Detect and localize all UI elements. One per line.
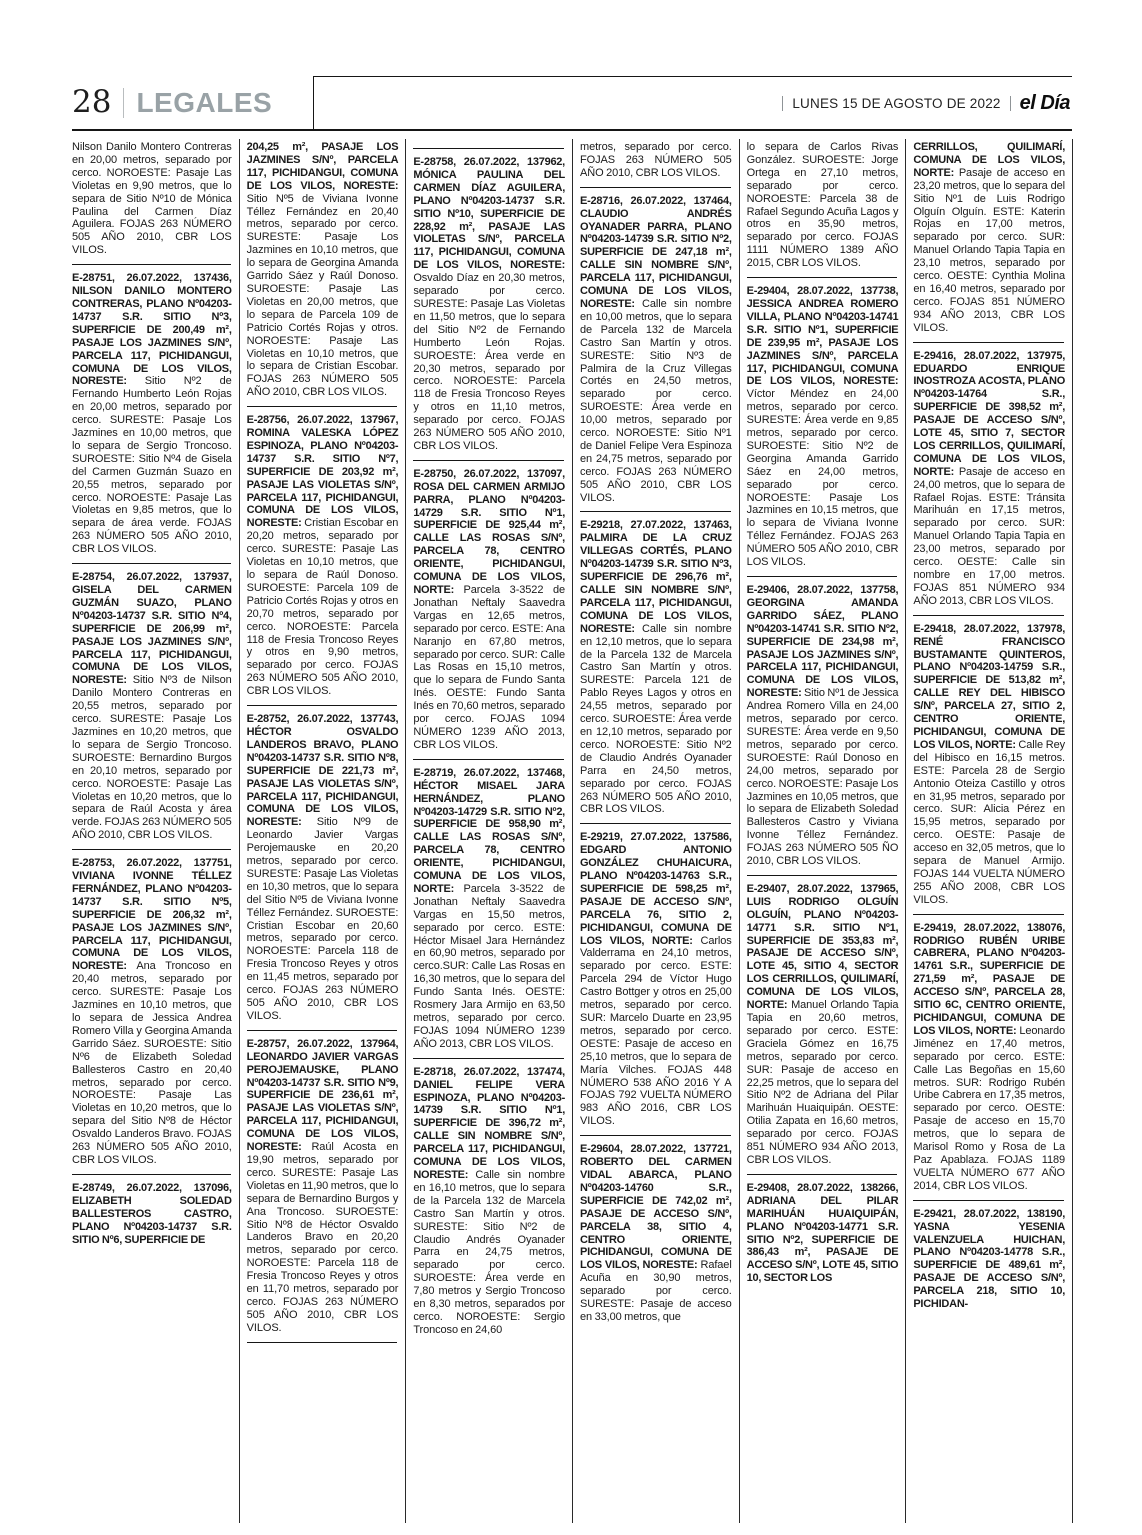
page-number: 28 bbox=[72, 84, 112, 120]
notice-E-29418 bbox=[913, 623, 1065, 907]
notice-E-28750 bbox=[413, 468, 565, 752]
entry-separator bbox=[580, 823, 731, 824]
notice-body: Sitio Nº1 de Jessica Andrea Romero Villa en 24,00 metros, separado por cerco. SURESTE: Área verde en 9,50 metros, separado por cerco. SUROESTE: Raúl Donoso en 24,00 metros, separado por cerco. NOROESTE: Pasaje Los Jazmines en 10,05 metros, que lo separa de Elizabeth Soledad Ballesteros Castro y Viviana Ivonne Téllez Fernández. FOJAS 263 NÚMERO 505 ÑO 2010, CBR LOS VILOS. bbox=[746, 687, 899, 868]
notice-E-28752 bbox=[247, 713, 399, 1023]
notice-heading: E-28752, 26.07.2022, 137743, HÉCTOR OSVALDO LANDEROS BRAVO, PLANO Nº04203-14737 S.R. SITIO Nº8, SUPERFICIE DE 221,73 m², PASAJE LAS VIOLETAS S/Nº, PARCELA 117, PICHIDANGUI, COMUNA DE LOS VILOS, NORESTE: bbox=[246, 713, 399, 829]
notice-E-28754 bbox=[72, 571, 232, 842]
notice-E-28718 bbox=[413, 1066, 565, 1337]
entry-separator bbox=[580, 511, 731, 512]
notice-fragment bbox=[72, 141, 232, 257]
notice-E-29604 bbox=[580, 1143, 732, 1324]
notice-body: Parcela 3-3522 de Jonathan Neftaly Saavedra Vargas en 12,65 metros, separado por cerco. ESTE: Ana Naranjo en 67,80 metros, separado por cerco. SUR: Calle Las Rosas en 15,10 metros, que lo separa de Fundo Santa Inés. OESTE: Fundo Santa Inés en 70,60 metros, separado por cerco. FOJAS 1094 NÚMERO 1239 AÑO 2013, CBR LOS VILOS. bbox=[413, 584, 565, 751]
notice-heading: E-29406, 28.07.2022, 137758, GEORGINA AMANDA GARRIDO SÁEZ, PLANO Nº04203-14741 S.R. SITIO Nº2, SUPERFICIE DE 234,98 m², PASAJE LOS JAZMINES S/Nº, PARCELA 117, PICHIDANGUI, COMUNA DE LOS VILOS, NORESTE: bbox=[746, 584, 899, 700]
notice-heading: E-29419, 28.07.2022, 138076, RODRIGO RUBÉN URIBE CABRERA, PLANO Nº04203-14761 S.R., SUPERFICIE DE 271,59 m², PASAJE DE ACCESO S/Nº, PARCELA 28, SITIO 6C, CENTRO ORIENTE, PICHIDANGUI, COMUNA DE LOS VILOS, NORTE: bbox=[913, 921, 1066, 1037]
notice-heading: E-28750, 26.07.2022, 137097, ROSA DEL CARMEN ARMIJO PARRA, PLANO Nº04203-14729 S.R. SITIO Nº1, SUPERFICIE DE 925,44 m², CALLE LAS ROSAS S/Nº, PARCELA 78, CENTRO ORIENTE, PICHIDANGUI, COMUNA DE LOS VILOS, NORTE: bbox=[413, 467, 565, 596]
notice-body: Rafael Acuña en 30,90 metros, separado por cerco. SURESTE: Pasaje de acceso en 33,00 metros, que bbox=[580, 1259, 732, 1323]
column-1 bbox=[72, 139, 239, 1523]
notice-E-28751 bbox=[72, 272, 232, 556]
notice-fragment bbox=[747, 141, 899, 270]
notice-body: Sitio Nº9 de Leonardo Javier Vargas Perojemauske en 20,20 metros, separado por cerco. SURESTE: Pasaje Las Violetas en 10,30 metros, que lo separa del Sitio Nº5 de Viviana Ivonne Téllez Fernández. SUROESTE: Cristian Escobar en 20,60 metros, separado por cerco. NOROESTE: Parcela 118 de Fresia Troncoso Reyes y otros en 11,45 metros, separado por cerco. FOJAS 263 NÚMERO 505 AÑO 2010, CBR LOS VILOS. bbox=[246, 816, 399, 1022]
column-5 bbox=[739, 139, 906, 1523]
notice-body: Manuel Orlando Tapia Tapia en 20,60 metros, separado por cerco. ESTE: Graciela Gómez en 16,75 metros, separado por cerco. SUR: Pasaje de acceso en 22,25 metros, que lo separa del Sitio Nº2 de Adriana del Pilar Marihuán Huaiquipán. OESTE: Otilia Zapata en 16,60 metros, separado por cerco. FOJAS 851 NÚMERO 934 AÑO 2013, CBR LOS VILOS. bbox=[746, 999, 899, 1166]
column-6 bbox=[905, 139, 1072, 1523]
notice-E-28719 bbox=[413, 767, 565, 1051]
notice-body: Leonardo Jiménez en 17,40 metros, separado por cerco. ESTE: Calle Las Begoñas en 15,60 metros. SUR: Rodrigo Rubén Uribe Cabrera en 17,35 metros, separado por cerco. OESTE: Pasaje de acceso en 15,70 metros, que lo separa de Marisol Romo y Rosa de La Paz Apablaza. FOJAS 1189 VUELTA NÚMERO 677 AÑO 2014, CBR LOS VILOS. bbox=[913, 1024, 1066, 1192]
notice-heading: E-28754, 26.07.2022, 137937, GISELA DEL CARMEN GUZMÁN SUAZO, PLANO Nº04203-14737 S.R. SITIO Nº4, SUPERFICIE DE 206,99 m², PASAJE LOS JAZMINES S/Nº, PARCELA 117, PICHIDANGUI, COMUNA DE LOS VILOS, NORESTE: bbox=[72, 571, 232, 687]
entry-separator bbox=[913, 1200, 1064, 1201]
entry-separator bbox=[913, 342, 1064, 343]
notice-heading: E-28719, 26.07.2022, 137468, HÉCTOR MISAEL JARA HERNÁNDEZ, PLANO Nº04203-14729 S.R. SITIO Nº2, SUPERFICIE DE 958,90 m², CALLE LAS ROSAS S/Nº, PARCELA 78, CENTRO ORIENTE, PICHIDANGUI, COMUNA DE LOS VILOS, NORTE: bbox=[413, 766, 565, 895]
notice-heading: 204,25 m², PASAJE LOS JAZMINES S/Nº, PARCELA 117, PICHIDANGUI, COMUNA DE LOS VILOS, NORESTE: bbox=[246, 141, 399, 192]
notice-body: Víctor Méndez en 24,00 metros, separado por cerco. SURESTE: Área verde en 9,85 metros, separado por cerco. SUROESTE: Sitio Nº2 de Georgina Amanda Garrido Sáez en 24,00 metros, separado por cerco. NOROESTE: Pasaje Los Jazmines en 10,15 metros, que lo separa de Viviana Ivonne Téllez Fernández. FOJAS 263 NÚMERO 505 AÑO 2010, CBR LOS VILOS. bbox=[746, 388, 899, 569]
newspaper-brand: el Día bbox=[1019, 91, 1070, 114]
column-4 bbox=[572, 139, 739, 1523]
notice-heading: E-29418, 28.07.2022, 137978, RENÉ FRANCISCO BUSTAMANTE QUINTEROS, PLANO Nº04203-14759 S.R., SUPERFICIE DE 513,82 m², CALLE REY DEL HIBISCO S/Nº, PARCELA 27, SITIO 2, CENTRO ORIENTE, PICHIDANGUI, COMUNA DE LOS VILOS, NORTE: bbox=[913, 622, 1066, 751]
notice-E-29408 bbox=[747, 1182, 899, 1285]
notice-heading: E-28718, 26.07.2022, 137474, DANIEL FELIPE VERA ESPINOZA, PLANO Nº04203-14739 S.R. SITIO Nº1, SUPERFICIE DE 396,72 m², CALLE SIN NOMBRE S/Nº, PARCELA 117, PICHIDANGUI, COMUNA DE LOS VILOS, NORESTE: bbox=[413, 1065, 565, 1181]
entry-separator bbox=[247, 1342, 398, 1343]
column-2 bbox=[239, 139, 406, 1523]
notice-heading: E-29421, 28.07.2022, 138190, YASNA YESENIA VALENZUELA HUICHAN, PLANO Nº04203-14778 S.R., SUPERFICIE DE 489,61 m², PASAJE DE ACCESO S/Nº, PARCELA 218, SITIO 10, PICHIDAN- bbox=[913, 1207, 1066, 1311]
notice-body: Pasaje de acceso en 23,20 metros, que lo separa del Sitio Nº1 de Luis Rodrigo Olguín Olguín. ESTE: Katerin Rojas en 17,00 metros, separado por cerco. SUR: Manuel Orlando Tapia Tapia en 23,10 metros, separado por cerco. OESTE: Cynthia Molina en 16,40 metros, separado por cerco. FOJAS 851 NÚMERO 934 AÑO 2013, CBR LOS VILOS. bbox=[913, 166, 1066, 334]
notice-body: Carlos Valderrama en 24,10 metros, separado por cerco. ESTE: Parcela 294 de Víctor Hugo Castro Bottger y otros en 25,00 metros, separado por cerco. SUR: Marcelo Duarte en 23,95 metros, separado por cerco. OESTE: Pasaje de acceso en 25,10 metros, que lo separa de María Vilches. FOJAS 448 NÚMERO 538 AÑO 2016 Y A FOJAS 792 VUELTA NÚMERO 983 AÑO 2016, CBR LOS VILOS. bbox=[580, 934, 732, 1128]
notice-E-28758 bbox=[413, 156, 565, 453]
entry-separator bbox=[247, 406, 398, 407]
notice-E-28753 bbox=[72, 857, 232, 1167]
entry-separator bbox=[747, 1174, 898, 1175]
notice-E-29404 bbox=[747, 285, 899, 569]
notice-E-29407 bbox=[747, 883, 899, 1167]
columns bbox=[72, 139, 1073, 1523]
entry-separator bbox=[913, 914, 1064, 915]
notice-heading: E-28758, 26.07.2022, 137962, MÓNICA PAULINA DEL CARMEN DÍAZ AGUILERA, PLANO Nº04203-14737 S.R. SITIO Nº10, SUPERFICIE DE 228,92 m², PASAJE LAS VIOLETAS S/Nº, PARCELA 117, PICHIDANGUI, COMUNA DE LOS VILOS, NORESTE: bbox=[413, 156, 565, 272]
entry-separator bbox=[72, 849, 231, 850]
entry-separator bbox=[247, 1030, 398, 1031]
entry-separator bbox=[413, 460, 564, 461]
notice-heading: E-28756, 26.07.2022, 137967, ROMINA VALESKA LÓPEZ ESPINOZA, PLANO Nº04203-14737 S.R. SITIO Nº7, SUPERFICIE DE 203,92 m², PASAJE LAS VIOLETAS S/Nº, PARCELA 117, PICHIDANGUI, COMUNA DE LOS VILOS, NORESTE: bbox=[246, 414, 399, 530]
dateline: LUNES 15 DE AGOSTO DE 2022 bbox=[792, 95, 1001, 111]
entry-separator bbox=[580, 187, 731, 188]
entry-separator bbox=[747, 277, 898, 278]
notice-body: Sitio Nº5 de Viviana Ivonne Téllez Fernández en 20,40 metros, separado por cerco. SURESTE: Pasaje Los Jazmines en 10,10 metros, que lo separa de Georgina Amanda Garrido Sáez y Raúl Donoso. SUROESTE: Pasaje Las Violetas en 20,00 metros, que lo separa de Parcela 109 de Patricio Cortés Rojas y otros. NOROESTE: Pasaje Las Violetas en 10,10 metros, que lo separa de Cristian Escobar. FOJAS 263 NÚMERO 505 AÑO 2010, CBR LOS VILOS. bbox=[246, 192, 399, 399]
notice-heading: E-29218, 27.07.2022, 137463, PALMIRA DE LA CRUZ VILLEGAS CORTÉS, PLANO Nº04203-14739 S.R. SITIO Nº3, SUPERFICIE DE 296,76 m², CALLE SIN NOMBRE S/Nº, PARCELA 117, PICHIDANGUI, COMUNA DE LOS VILOS, NORESTE: bbox=[580, 519, 732, 635]
notice-body: Calle sin nombre en 16,10 metros, que lo separa de la Parcela 132 de Marcela Castro San Martín y otros. SURESTE: Sitio Nº2 de Claudio Andrés Oyanader Parra en 24,75 metros, separado por cerco. SUROESTE: Área verde en 7,80 metros y Sergio Troncoso en 8,30 metros, separados por cerco. NOROESTE: Sergio Troncoso en 24,60 bbox=[413, 1168, 566, 1336]
entry-separator bbox=[580, 1135, 731, 1136]
notice-heading: E-29404, 28.07.2022, 137738, JESSICA ANDREA ROMERO VILLA, PLANO Nº04203-14741 S.R. SITIO Nº1, SUPERFICIE DE 239,95 m², PASAJE LOS JAZMINES S/Nº, PARCELA 117, PICHIDANGUI, COMUNA DE LOS VILOS, NORESTE: bbox=[746, 285, 899, 388]
notice-body: Calle sin nombre en 12,10 metros, que lo separa de la Parcela 132 de Marcela Castro San Martín y otros. SURESTE: Parcela 121 de Pablo Reyes Lagos y otros en 24,55 metros, separado por cerco. SUROESTE: Área verde en 12,10 metros, separado por cerco. NOROESTE: Sitio Nº2 de Claudio Andrés Oyanader Parra en 24,50 metros, separado por cerco. FOJAS 263 NÚMERO 505 AÑO 2010, CBR LOS VILOS. bbox=[580, 622, 732, 816]
notice-E-29421 bbox=[913, 1208, 1065, 1311]
notice-E-29416 bbox=[913, 350, 1065, 608]
notice-heading: E-28757, 26.07.2022, 137964, LEONARDO JAVIER VARGAS PEROJEMAUSKE, PLANO Nº04203-14737 S.R. SITIO Nº9, SUPERFICIE DE 236,61 m², PASAJE LAS VIOLETAS S/Nº, PARCELA 117, PICHIDANGUI, COMUNA DE LOS VILOS, NORESTE: bbox=[246, 1037, 399, 1154]
notice-body: Parcela 3-3522 de Jonathan Neftaly Saavedra Vargas en 15,50 metros, separado por cerco. ESTE: Héctor Misael Jara Hernández en 60,90 metros, separado por cerco.SUR: Calle Las Rosas en 16,30 metros, que lo separa del Fundo Santa Inés. OESTE: Rosmery Jara Armijo en 63,50 metros, separado por cerco. FOJAS 1094 NÚMERO 1239 AÑO 2013, CBR LOS VILOS. bbox=[413, 882, 565, 1050]
page-header bbox=[72, 76, 1072, 131]
entry-separator bbox=[413, 759, 564, 760]
notice-heading: E-28751, 26.07.2022, 137436, NILSON DANILO MONTERO CONTRERAS, PLANO Nº04203-14737 S.R. SITIO Nº3, SUPERFICIE DE 200,49 m², PASAJE LOS JAZMINES S/Nº, PARCELA 117, PICHIDANGUI, COMUNA DE LOS VILOS, NORESTE: bbox=[72, 272, 232, 388]
header-right bbox=[314, 76, 1072, 129]
notice-heading: E-28716, 26.07.2022, 137464, CLAUDIO ANDRÉS OYANADER PARRA, PLANO Nº04203-14739 S.R. SITIO Nº2, SUPERFICIE DE 247,18 m², CALLE SIN NOMBRE S/Nº, PARCELA 117, PICHIDANGUI, COMUNA DE LOS VILOS, NORESTE: bbox=[580, 194, 732, 310]
notice-heading: E-28753, 26.07.2022, 137751, VIVIANA IVONNE TÉLLEZ FERNÁNDEZ, PLANO Nº04203-14737 S.R. SITIO Nº5, SUPERFICIE DE 206,32 m², PASAJE LOS JAZMINES S/Nº, PARCELA 117, PICHIDANGUI, COMUNA DE LOS VILOS, NORESTE: bbox=[72, 857, 232, 973]
dateline-divider bbox=[782, 96, 783, 111]
notice-body: Osvaldo Díaz en 20,30 metros, separado por cerco. SURESTE: Pasaje Las Violetas en 11,50 metros, que lo separa del Sitio Nº2 de Fernando Humberto León Rojas. SUROESTE: Área verde en 20,30 metros, separado por cerco. NOROESTE: Parcela 118 de Fresia Troncoso Reyes y otros en 11,10 metros, separado por cerco. FOJAS 263 NÚMERO 505 AÑO 2010, CBR LOS VILOS. bbox=[413, 272, 565, 452]
notice-E-29219 bbox=[580, 831, 732, 1128]
entry-separator bbox=[747, 576, 898, 577]
brand-divider bbox=[1010, 96, 1011, 111]
entry-separator bbox=[413, 1058, 564, 1059]
notice-E-29218 bbox=[580, 519, 732, 816]
entry-separator bbox=[72, 1174, 231, 1175]
notice-heading: E-29604, 28.07.2022, 137721, ROBERTO DEL CARMEN VIDAL ABARCA, PLANO Nº04203-14760 S.R., SUPERFICIE DE 742,02 m², PASAJE DE ACCESO S/Nº, PARCELA 38, SITIO 4, CENTRO ORIENTE, PICHIDANGUI, COMUNA DE LOS VILOS, NORESTE: bbox=[580, 1143, 732, 1272]
header-left bbox=[72, 76, 313, 129]
notice-body: Pasaje de acceso en 24,00 metros, que lo separa de Rafael Rojas. ESTE: Tránsita Marihuán en 17,15 metros, separado por cerco. SUR: Manuel Orlando Tapia Tapia en 23,00 metros, separado por cerco. OESTE: Calle sin nombre en 17,00 metros. FOJAS 851 NÚMERO 934 AÑO 2013, CBR LOS VILOS. bbox=[913, 465, 1066, 607]
notice-heading: CERRILLOS, QUILIMARÍ, COMUNA DE LOS VILOS, NORTE: bbox=[913, 141, 1066, 179]
notice-E-28749 bbox=[72, 1182, 232, 1247]
notice-body: metros, separado por cerco. FOJAS 263 NÚMERO 505 AÑO 2010, CBR LOS VILOS. bbox=[580, 141, 732, 179]
notice-E-28716 bbox=[580, 195, 732, 505]
entry-separator bbox=[913, 615, 1064, 616]
notice-E-28756 bbox=[247, 414, 399, 698]
notice-body: Raúl Acosta en 19,90 metros, separado por cerco. SURESTE: Pasaje Las Violetas en 11,90 metros, que lo separa de Bernardino Burgos y Ana Troncoso. SUROESTE: Sitio Nº8 de Héctor Osvaldo Landeros Bravo en 20,20 metros, separado por cerco. NOROESTE: Parcela 118 de Fresia Troncoso Reyes y otros en 11,70 metros, separado por cerco. FOJAS 263 NÚMERO 505 AÑO 2010, CBR LOS VILOS. bbox=[246, 1141, 399, 1334]
entry-separator bbox=[747, 875, 898, 876]
entry-separator bbox=[247, 705, 398, 706]
notice-heading: E-29407, 28.07.2022, 137965, LUIS RODRIGO OLGUÍN OLGUÍN, PLANO Nº04203-14771 S.R. SITIO Nº1, SUPERFICIE DE 353,83 m², PASAJE DE ACCESO S/Nº, LOTE 45, SITIO 4, SECTOR LOS CERRILLOS, QUILIMARÍ, COMUNA DE LOS VILOS, NORTE: bbox=[746, 882, 899, 1012]
notice-body: Sitio Nº2 de Fernando Humberto León Rojas en 20,00 metros, separado por cerco. SURESTE: Pasaje Los Jazmines en 10,00 metros, que lo separa de Sergio Troncoso. SUROESTE: Sitio Nº4 de Gisela del Carmen Guzmán Suazo en 20,55 metros, separado por cerco. NOROESTE: Pasaje Las Violetas en 9,85 metros, que lo separa de área verde. FOJAS 263 NÚMERO 505 AÑO 2010, CBR LOS VILOS. bbox=[72, 375, 232, 556]
notice-body: Ana Troncoso en 20,40 metros, separado por cerco. SURESTE: Pasaje Los Jazmines en 10,10 metros, que lo separa de Jessica Andrea Romero Villa y Georgina Amanda Garrido Sáez. SUROESTE: Sitio Nº6 de Elizabeth Soledad Ballesteros Castro en 20,40 metros, separado por cerco. NOROESTE: Pasaje Las Violetas en 10,20 metros, que lo separa del Sitio Nº8 de Héctor Osvaldo Landeros Bravo. FOJAS 263 NÚMERO 505 AÑO 2010, CBR LOS VILOS. bbox=[72, 960, 232, 1166]
entry-separator bbox=[413, 148, 564, 149]
notice-body: Nilson Danilo Montero Contreras en 20,00 metros, separado por cerco. NOROESTE: Pasaje Las Violetas en 9,90 metros, que lo separa de Sitio Nº10 de Mónica Paulina del Carmen Díaz Aguilera. FOJAS 263 NÚMERO 505 AÑO 2010, CBR LOS VILOS. bbox=[72, 141, 232, 257]
notice-E-29406 bbox=[747, 584, 899, 868]
notice-body: Calle Rey del Hibisco en 16,15 metros. ESTE: Parcela 28 de Sergio Antonio Oteiza Castillo y otros en 31,95 metros, separado por cerco. SUR: Alicia Pérez en 15,95 metros, separado por cerco. OESTE: Pasaje de acceso en 32,05 metros, que lo separa de Manuel Armijo. FOJAS 144 VUELTA NÚMERO 255 AÑO 2008, CBR LOS VILOS. bbox=[913, 738, 1066, 906]
notice-fragment bbox=[913, 141, 1065, 335]
notice-heading: E-28749, 26.07.2022, 137096, ELIZABETH SOLEDAD BALLESTEROS CASTRO, PLANO Nº04203-14737 S.R. SITIO Nº6, SUPERFICIE DE bbox=[72, 1181, 232, 1246]
notice-E-28757 bbox=[247, 1038, 399, 1335]
entry-separator bbox=[72, 264, 231, 265]
notice-fragment bbox=[580, 141, 732, 180]
header-divider bbox=[123, 88, 124, 118]
entry-separator bbox=[72, 563, 231, 564]
notice-body: lo separa de Carlos Rivas González. SUROESTE: Jorge Ortega en 27,10 metros, separado por cerco. NOROESTE: Parcela 38 de Rafael Segundo Acuña Lagos y otros en 35,90 metros, separado por cerco. FOJAS 1111 NÚMERO 1389 AÑO 2015, CBR LOS VILOS. bbox=[746, 141, 899, 270]
notice-fragment bbox=[247, 141, 399, 399]
notice-E-29419 bbox=[913, 922, 1065, 1193]
notice-heading: E-29416, 28.07.2022, 137975, EDUARDO ENRIQUE INOSTROZA ACOSTA, PLANO Nº04203-14764 S.R., SUPERFICIE DE 398,52 m², PASAJE DE ACCESO S/Nº, LOTE 45, SITIO 7, SECTOR LOS CERRILLOS, QUILIMARÍ, COMUNA DE LOS VILOS, NORTE: bbox=[913, 349, 1066, 478]
notice-body: Calle sin nombre en 10,00 metros, que lo separa de Parcela 132 de Marcela Castro San Martín y otros. SURESTE: Sitio Nº3 de Palmira de la Cruz Villegas Cortés en 24,50 metros, separado por cerco. SUROESTE: Área verde en 10,00 metros, separado por cerco. NOROESTE: Sitio Nº1 de Daniel Felipe Vera Espinoza en 24,75 metros, separado por cerco. FOJAS 263 NÚMERO 505 AÑO 2010, CBR LOS VILOS. bbox=[580, 297, 732, 504]
notice-heading: E-29219, 27.07.2022, 137586, EDGARD ANTONIO GONZÁLEZ CHUHAICURA, PLANO Nº04203-14763 S.R., SUPERFICIE DE 598,25 m², PASAJE DE ACCESO S/Nº, PARCELA 76, SITIO 2, PICHIDANGUI, COMUNA DE LOS VILOS, NORTE: bbox=[580, 831, 732, 947]
notice-body: Sitio Nº3 de Nilson Danilo Montero Contreras en 20,55 metros, separado por cerco. SURESTE: Pasaje Los Jazmines en 10,20 metros, que lo separa de Sergio Troncoso. SUROESTE: Bernardino Burgos en 20,10 metros, separado por cerco. NOROESTE: Pasaje Las Violetas en 10,20 metros, que lo separa de Raúl Acosta y área verde. FOJAS 263 NÚMERO 505 AÑO 2010, CBR LOS VILOS. bbox=[72, 674, 232, 842]
notice-body: Cristian Escobar en 20,20 metros, separado por cerco. SURESTE: Pasaje Las Violetas en 10,10 metros, que lo separa de Raúl Donoso. SUROESTE: Parcela 109 de Patricio Cortés Rojas y otros en 20,70 metros, separado por cerco. NOROESTE: Parcela 118 de Fresia Troncoso Reyes y otros en 9,90 metros, separado por cerco. FOJAS 263 NÚMERO 505 AÑO 2010, CBR LOS VILOS. bbox=[246, 517, 399, 698]
section-title: LEGALES bbox=[136, 86, 273, 118]
notice-heading: E-29408, 28.07.2022, 138266, ADRIANA DEL PILAR MARIHUÁN HUAIQUIPÁN, PLANO Nº04203-14771 S.R. SITIO Nº2, SUPERFICIE DE 386,43 m², PASAJE DE ACCESO S/Nº, LOTE 45, SITIO 10, SECTOR LOS bbox=[746, 1181, 899, 1285]
column-3 bbox=[405, 139, 572, 1523]
